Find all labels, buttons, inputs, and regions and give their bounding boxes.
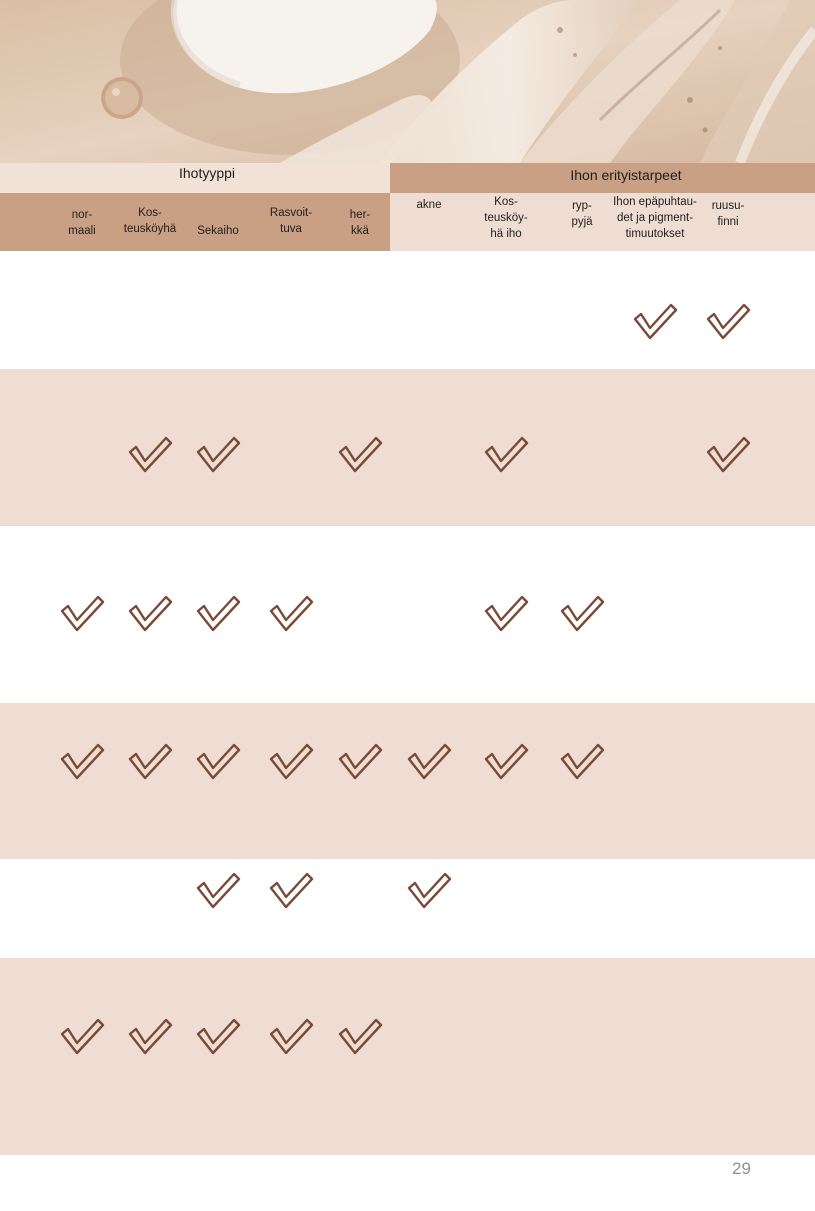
column-header-5: her- kkä <box>349 209 371 237</box>
checkmark-icon <box>195 742 241 782</box>
checkmark-icon <box>127 1017 173 1057</box>
checkmark-icon <box>406 742 452 782</box>
column-header-7: Kos- teusköy- hä iho <box>484 196 528 240</box>
special-needs-columns-header <box>390 193 815 251</box>
special-needs-title: Ihon erityistarpeet <box>570 167 682 183</box>
checkmark-icon <box>705 302 751 342</box>
checkmark-icon <box>337 435 383 475</box>
checkmark-icon <box>483 435 529 475</box>
column-header-2: Kos- teusköyhä <box>123 207 177 235</box>
checkmark-icon <box>559 594 605 634</box>
checkmark-icon <box>268 1017 314 1057</box>
checkmark-icon <box>337 1017 383 1057</box>
checkmark-icon <box>483 594 529 634</box>
column-header-9: Ihon epäpuhtau- det ja pigment- timuutokset <box>613 196 697 240</box>
checkmark-icon <box>705 435 751 475</box>
skin-type-columns-header <box>0 193 390 251</box>
checkmark-icon <box>268 871 314 911</box>
column-header-1: nor- maali <box>68 209 96 237</box>
checkmark-icon <box>195 1017 241 1057</box>
checkmark-icon <box>127 742 173 782</box>
table-row <box>0 958 815 1155</box>
column-header-10: ruusu- finni <box>711 200 745 228</box>
checkmark-icon <box>59 594 105 634</box>
skin-type-title: Ihotyyppi <box>178 165 236 181</box>
checkmark-icon <box>632 302 678 342</box>
column-header-6: akne <box>416 199 442 211</box>
checkmark-icon <box>483 742 529 782</box>
checkmark-icon <box>268 594 314 634</box>
table-row <box>0 251 815 369</box>
checkmark-icon <box>337 742 383 782</box>
checkmark-icon <box>559 742 605 782</box>
column-header-4: Rasvoit- tuva <box>269 207 313 235</box>
hero-image <box>0 0 815 163</box>
checkmark-icon <box>195 594 241 634</box>
checkmark-icon <box>195 435 241 475</box>
column-header-8: ryp- pyjä <box>571 200 593 228</box>
checkmark-icon <box>59 742 105 782</box>
checkmark-icon <box>59 1017 105 1057</box>
checkmark-icon <box>195 871 241 911</box>
page-number: 29 <box>732 1159 751 1178</box>
table-row <box>0 369 815 526</box>
column-header-3: Sekaiho <box>197 225 239 237</box>
checkmark-icon <box>127 594 173 634</box>
checkmark-icon <box>406 871 452 911</box>
table-row <box>0 526 815 703</box>
checkmark-icon <box>268 742 314 782</box>
checkmark-icon <box>127 435 173 475</box>
